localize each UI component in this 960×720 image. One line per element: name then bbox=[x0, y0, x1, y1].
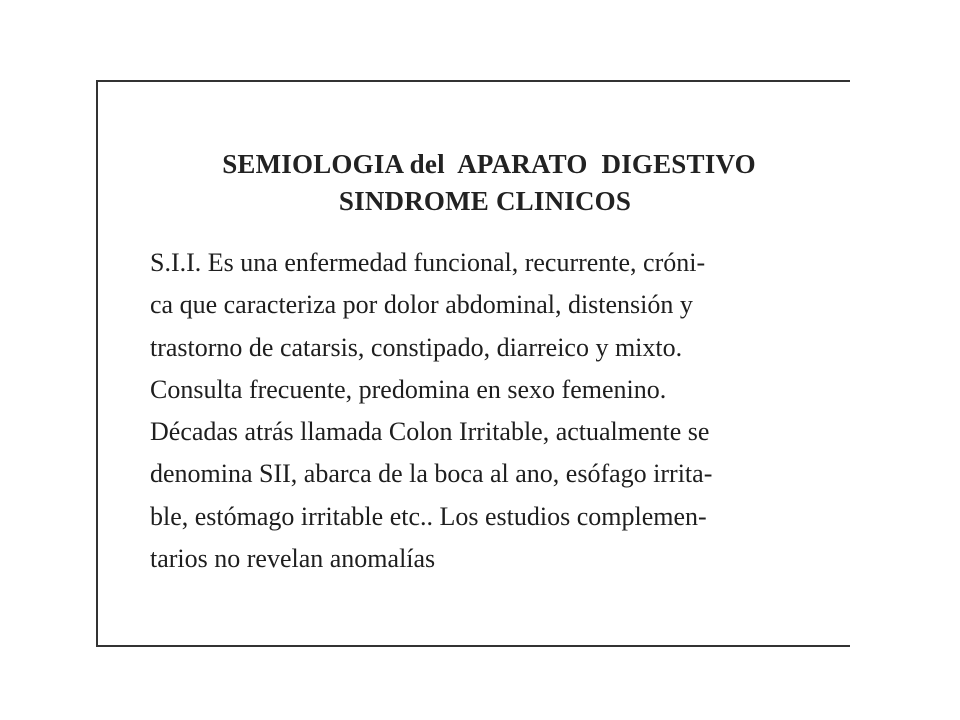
body-line-7: ble, estómago irritable etc.. Los estudios complemen- bbox=[150, 501, 707, 531]
body-line-4: Consulta frecuente, predomina en sexo femenino. bbox=[150, 374, 667, 404]
body-line-2: ca que caracteriza por dolor abdominal, distensión y bbox=[150, 290, 693, 320]
body-paragraph bbox=[150, 242, 810, 580]
document-title: SEMIOLOGIA del APARATO DIGESTIVO bbox=[222, 149, 756, 179]
title-block bbox=[98, 146, 850, 220]
document-frame bbox=[96, 80, 850, 647]
body-line-3: trastorno de catarsis, constipado, diarreico y mixto. bbox=[150, 332, 683, 362]
body-line-8: tarios no revelan anomalías bbox=[150, 544, 436, 574]
body-line-1: S.I.I. Es una enfermedad funcional, recurrente, cróni- bbox=[150, 248, 706, 277]
document-subtitle: SINDROME CLINICOS bbox=[338, 186, 632, 216]
body-line-6: denomina SII, abarca de la boca al ano, esófago irrita- bbox=[150, 459, 713, 489]
body-line-5: Décadas atrás llamada Colon Irritable, actualmente se bbox=[150, 417, 710, 447]
